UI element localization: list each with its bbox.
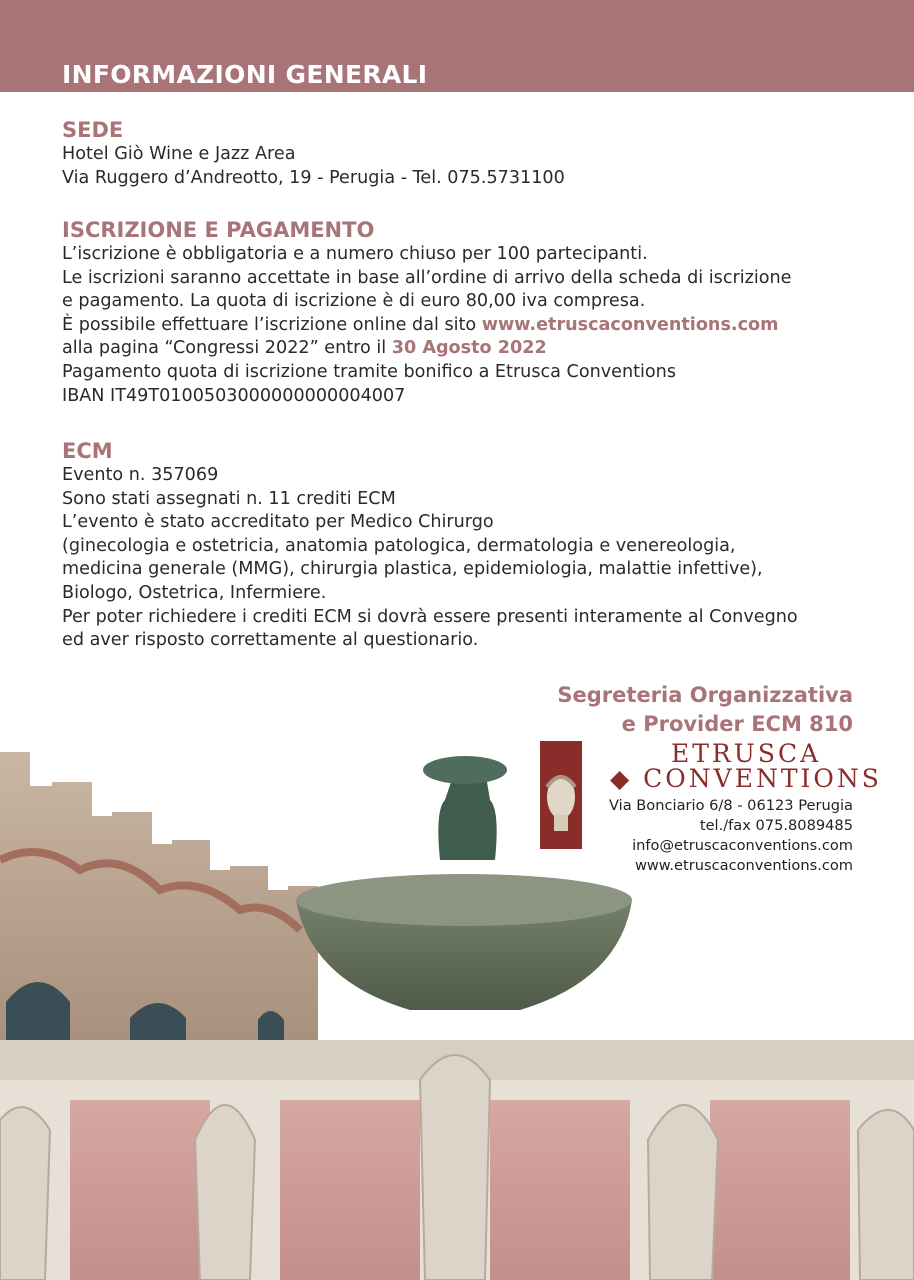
- iscrizione-line: e pagamento. La quota di iscrizione è di euro 80,00 iva compresa.: [62, 291, 646, 312]
- organizer-email[interactable]: info@etruscaconventions.com: [632, 837, 853, 854]
- iscrizione-heading: ISCRIZIONE E PAGAMENTO: [62, 218, 375, 242]
- sede-line: Hotel Giò Wine e Jazz Area: [62, 144, 296, 164]
- iscrizione-line: [62, 314, 862, 338]
- iscrizione-line: Pagamento quota di iscrizione tramite bonifico a Etrusca Conventions: [62, 361, 677, 382]
- ecm-line: Biologo, Ostetrica, Infermiere.: [62, 582, 327, 603]
- ecm-line: (ginecologia e ostetricia, anatomia patologica, dermatologia e venereologia,: [62, 535, 736, 556]
- etrusca-head-icon: [540, 741, 582, 849]
- logo-word-etrusca: ETRUSCA: [671, 739, 822, 768]
- organizer-line: e Provider ECM 810: [621, 712, 853, 736]
- ecm-line: L’evento è stato accreditato per Medico Chirurgo: [62, 512, 494, 533]
- iscrizione-line-text: alla pagina “Congressi 2022” entro il: [62, 338, 392, 359]
- etrusca-logo-mark: [540, 741, 582, 849]
- organizer-website[interactable]: www.etruscaconventions.com: [634, 857, 853, 874]
- iban-line: IBAN IT49T0100503000000000004007: [62, 385, 406, 406]
- ecm-line: Sono stati assegnati n. 11 crediti ECM: [62, 488, 396, 509]
- organizer-address: Via Bonciario 6/8 - 06123 Perugia: [609, 797, 853, 814]
- ecm-line: Evento n. 357069: [62, 465, 219, 485]
- sede-line: Via Ruggero d’Andreotto, 19 - Perugia - Tel. 075.5731100: [62, 167, 565, 188]
- iscrizione-line: [62, 337, 862, 361]
- deadline-date: 30 Agosto 2022: [391, 338, 547, 359]
- page-title: INFORMAZIONI GENERALI: [62, 60, 428, 89]
- iscrizione-line: Le iscrizioni saranno accettate in base all’ordine di arrivo della scheda di iscrizione: [62, 267, 792, 288]
- sede-heading: SEDE: [62, 118, 124, 142]
- ecm-line: ed aver risposto correttamente al questionario.: [62, 630, 479, 651]
- logo-word-conventions: ◆ CONVENTIONS: [610, 764, 882, 793]
- ecm-heading: ECM: [62, 439, 113, 463]
- organizer-phone: tel./fax 075.8089485: [699, 817, 853, 834]
- ecm-line: medicina generale (MMG), chirurgia plastica, epidemiologia, malattie infettive),: [62, 559, 763, 580]
- sede-section: [62, 117, 862, 190]
- iscrizione-section: [62, 217, 862, 408]
- ecm-line: Per poter richiedere i crediti ECM si dovrà essere presenti interamente al Convegno: [62, 606, 798, 627]
- website-link[interactable]: www.etruscaconventions.com: [481, 314, 779, 335]
- iscrizione-line: L’iscrizione è obbligatoria e a numero chiuso per 100 partecipanti.: [62, 244, 648, 264]
- ecm-section: [62, 438, 862, 653]
- organizer-line: Segreteria Organizzativa: [557, 683, 853, 707]
- iscrizione-line-text: È possibile effettuare l’iscrizione online dal sito: [62, 314, 482, 335]
